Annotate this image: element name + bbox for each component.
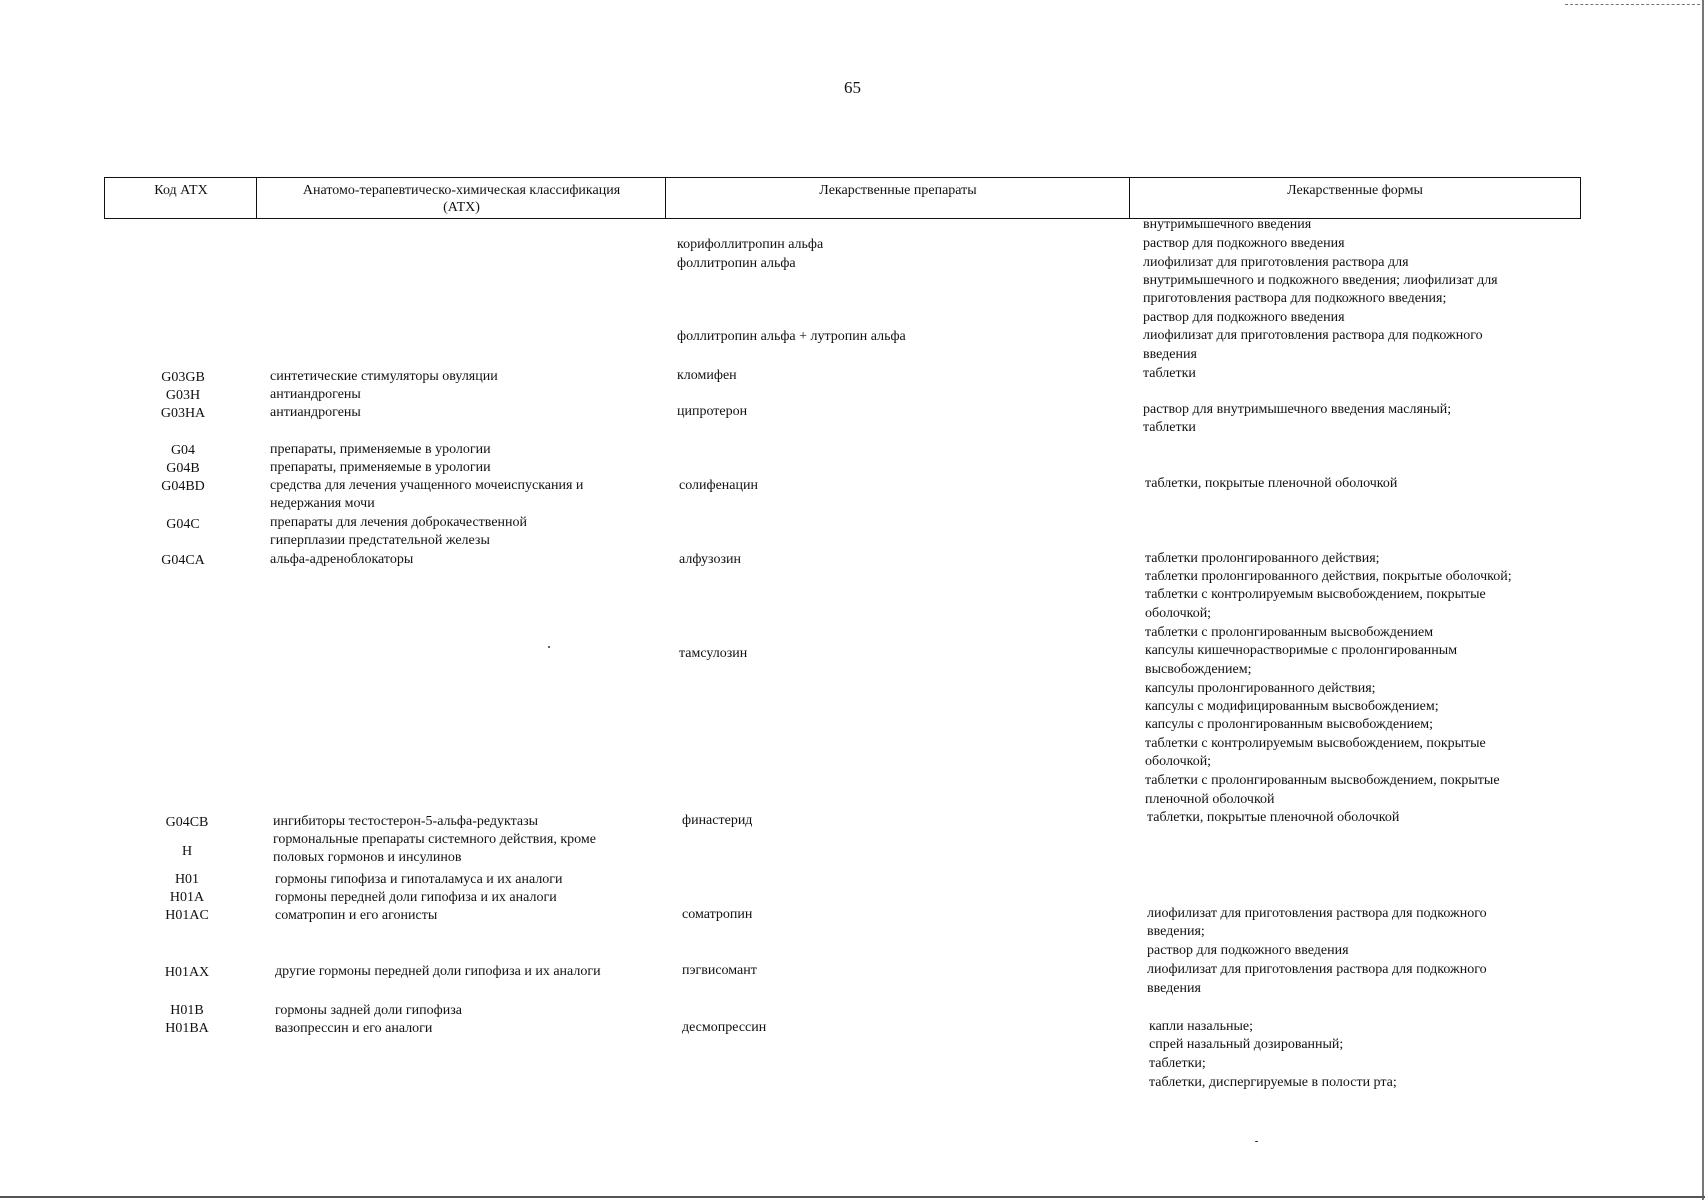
classification-line: препараты, применяемые в урологии: [270, 460, 491, 475]
form-line: капли назальные;: [1149, 1019, 1254, 1034]
atc-code: G04C: [166, 517, 200, 532]
form-line: таблетки с контролируемым высвобождением, покрытые: [1145, 587, 1486, 602]
form-line: таблетки пролонгированного действия, покрытые оболочкой;: [1145, 569, 1512, 584]
classification-line: гормоны передней доли гипофиза и их аналоги: [275, 890, 557, 905]
form-line: таблетки, покрытые пленочной оболочкой: [1147, 810, 1400, 825]
form-line: раствор для подкожного введения: [1143, 310, 1345, 325]
atc-code: G04B: [166, 461, 200, 476]
atc-code: G04CA: [161, 553, 205, 568]
form-line: капсулы пролонгированного действия;: [1145, 681, 1376, 696]
header-classification-line2: (АТХ): [443, 200, 480, 215]
form-line: оболочкой;: [1145, 754, 1212, 769]
atc-code: H01AC: [165, 908, 209, 923]
form-line: капсулы с модифицированным высвобождением;: [1145, 699, 1439, 714]
form-line: таблетки: [1143, 366, 1196, 381]
drug-name: ципротерон: [677, 404, 748, 419]
form-line: таблетки: [1143, 420, 1196, 435]
form-line: раствор для внутримышечного введения масляный;: [1143, 402, 1452, 417]
form-line: высвобождением;: [1145, 662, 1252, 677]
atc-code: H01B: [170, 1003, 204, 1018]
form-line: таблетки с контролируемым высвобождением, покрытые: [1145, 736, 1486, 751]
form-line: приготовления раствора для подкожного введения;: [1143, 291, 1447, 306]
classification-line: гормональные препараты системного действия, кроме: [273, 832, 596, 847]
classification-line: половых гормонов и инсулинов: [273, 850, 462, 865]
drug-name: соматропин: [682, 907, 753, 922]
atc-code: G03HA: [160, 406, 206, 421]
form-line: лиофилизат для приготовления раствора для подкожного: [1143, 328, 1483, 343]
atc-code: G04BD: [161, 479, 205, 494]
drug-name: корифоллитропин альфа: [677, 237, 824, 252]
header-code: Код АТХ: [104, 177, 257, 219]
classification-line: соматропин и его агонисты: [275, 908, 438, 923]
form-line: введения: [1143, 347, 1197, 362]
drug-name: пэгвисомант: [682, 963, 757, 978]
classification-line: синтетические стимуляторы овуляции: [270, 369, 498, 384]
classification-line: другие гормоны передней доли гипофиза и их аналоги: [275, 964, 601, 979]
header-classification: [256, 177, 666, 219]
classification-line: вазопрессин и его аналоги: [275, 1021, 433, 1036]
scan-edge-bottom: [0, 1196, 1705, 1198]
form-line: капсулы с пролонгированным высвобождением;: [1145, 717, 1434, 732]
scan-speck: [1255, 1141, 1258, 1142]
atc-code: H01AX: [164, 965, 210, 980]
form-line: раствор для подкожного введения: [1147, 943, 1349, 958]
atc-code: H01A: [169, 890, 205, 905]
scan-edge-right: [1702, 0, 1704, 1200]
drug-name: фоллитропин альфа: [677, 256, 796, 271]
header-classification-line1: Анатомо-терапевтическо-химическая классификация: [302, 183, 621, 198]
header-drugs: Лекарственные препараты: [665, 177, 1130, 219]
scan-edge-top: [1565, 4, 1700, 6]
drug-name: алфузозин: [679, 552, 742, 567]
form-line: внутримышечного введения: [1143, 217, 1312, 232]
form-line: внутримышечного и подкожного введения; лиофилизат для: [1143, 273, 1498, 288]
header-forms: Лекарственные формы: [1129, 177, 1581, 219]
form-line: таблетки пролонгированного действия;: [1145, 551, 1380, 566]
classification-line: средства для лечения учащенного мочеиспускания и: [270, 478, 584, 493]
form-line: таблетки с пролонгированным высвобождением, покрытые: [1145, 773, 1500, 788]
form-line: таблетки, покрытые пленочной оболочкой: [1145, 476, 1398, 491]
atc-code: G03H: [165, 388, 201, 403]
classification-line: ингибиторы тестостерон-5-альфа-редуктазы: [273, 814, 539, 829]
drug-name: десмопрессин: [682, 1020, 767, 1035]
form-line: капсулы кишечнорастворимые с пролонгированным: [1145, 643, 1458, 658]
form-line: лиофилизат для приготовления раствора для подкожного: [1147, 962, 1487, 977]
scan-speck: [548, 646, 550, 648]
form-line: спрей назальный дозированный;: [1149, 1037, 1344, 1052]
atc-code: H01BA: [165, 1021, 209, 1036]
classification-line: препараты, применяемые в урологии: [270, 442, 491, 457]
drug-name: тамсулозин: [679, 646, 748, 661]
atc-code: G04: [170, 443, 196, 458]
classification-line: антиандрогены: [270, 405, 361, 420]
form-line: лиофилизат для приготовления раствора для подкожного: [1147, 906, 1487, 921]
classification-line: гормоны задней доли гипофиза: [275, 1003, 462, 1018]
page-number: 65: [844, 78, 861, 97]
classification-line: антиандрогены: [270, 387, 361, 402]
drug-name: солифенацин: [679, 478, 758, 493]
atc-code: H: [181, 844, 193, 859]
classification-line: альфа-адреноблокаторы: [270, 552, 414, 567]
atc-code: G03GB: [161, 370, 205, 385]
classification-line: гормоны гипофиза и гипоталамуса и их аналоги: [275, 872, 563, 887]
form-line: раствор для подкожного введения: [1143, 236, 1345, 251]
form-line: таблетки, диспергируемые в полости рта;: [1149, 1075, 1397, 1090]
classification-line: недержания мочи: [270, 496, 375, 511]
form-line: введения;: [1147, 924, 1205, 939]
form-line: пленочной оболочкой: [1145, 792, 1275, 807]
classification-line: препараты для лечения доброкачественной: [270, 515, 528, 530]
form-line: таблетки;: [1149, 1056, 1206, 1071]
form-line: введения: [1147, 981, 1201, 996]
drug-name: фоллитропин альфа + лутропин альфа: [677, 329, 906, 344]
atc-code: G04CB: [165, 815, 209, 830]
form-line: лиофилизат для приготовления раствора для: [1143, 255, 1409, 270]
drug-name: финастерид: [682, 813, 753, 828]
form-line: оболочкой;: [1145, 606, 1212, 621]
form-line: таблетки с пролонгированным высвобождением: [1145, 625, 1434, 640]
atc-code: H01: [174, 872, 200, 887]
classification-line: гиперплазии предстательной железы: [270, 533, 490, 548]
drug-name: кломифен: [677, 368, 737, 383]
